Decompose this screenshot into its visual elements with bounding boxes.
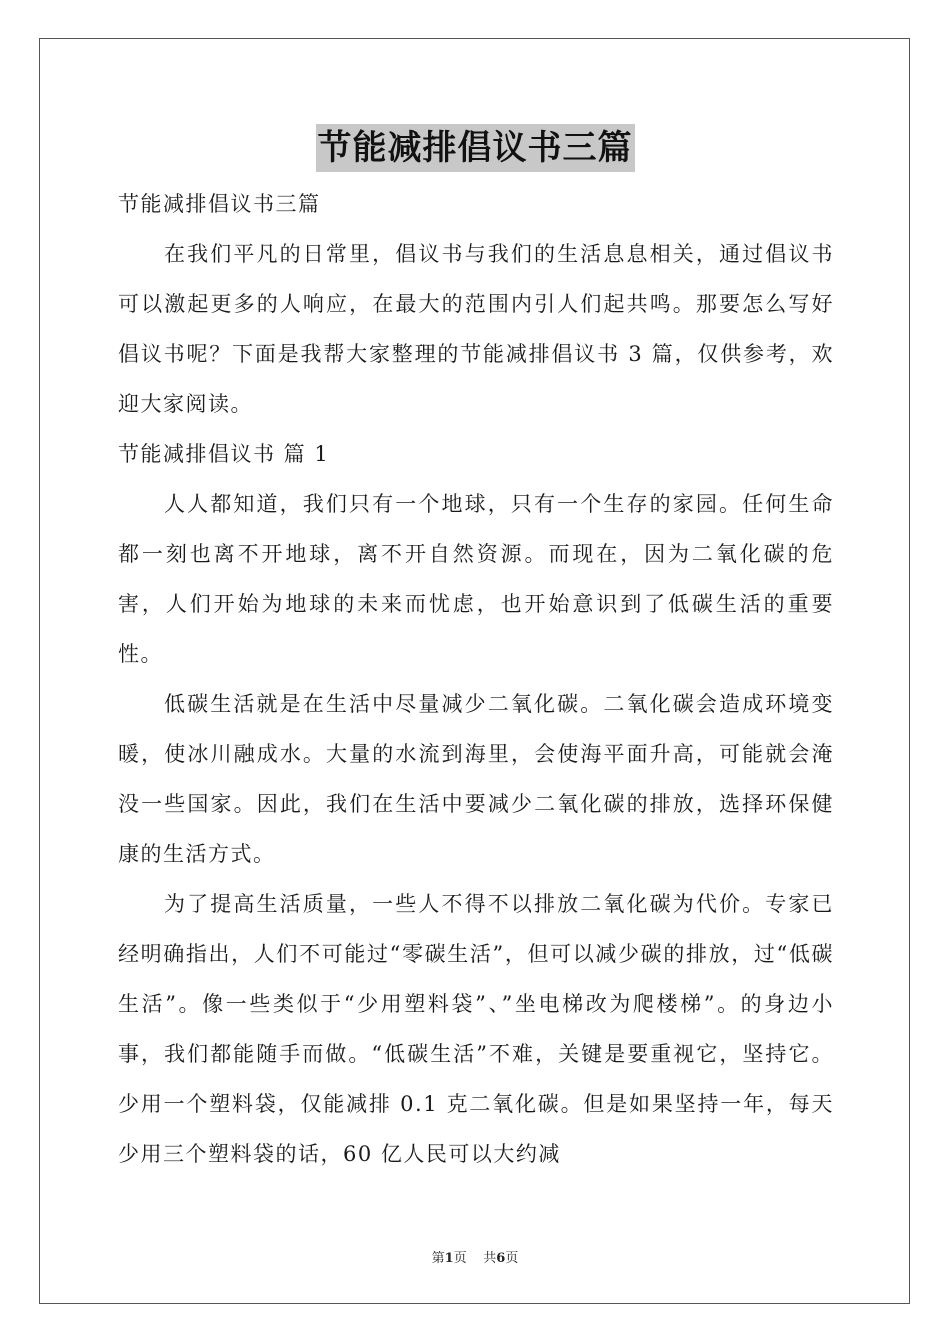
page-suffix: 页 bbox=[453, 1251, 467, 1266]
page-footer bbox=[0, 1247, 950, 1266]
paragraph: 节能减排倡议书三篇 bbox=[118, 192, 321, 216]
total-pages: 6 bbox=[496, 1251, 506, 1266]
page-prefix: 第 bbox=[431, 1251, 445, 1266]
title-container bbox=[0, 124, 950, 172]
section-heading: 节能减排倡议书 篇 1 bbox=[118, 442, 330, 466]
document-body bbox=[118, 179, 834, 1179]
paragraph: 为了提高生活质量，一些人不得不以排放二氧化碳为代价。专家已经明确指出，人们不可能过“零碳生活”，但可以减少碳的排放，过“低碳生活”。像一些类似于“少用塑料袋”、”坐电梯改为爬楼梯”。的身边小事，我们都能随手而做。“低碳生活”不难，关键是要重视它，坚持它。少用一个塑料袋，仅能减排 0.1 克二氧化碳。但是如果坚持一年，每天少用三个塑料袋的话，60 亿人民可以大约减 bbox=[118, 892, 834, 1166]
paragraph: 在我们平凡的日常里，倡议书与我们的生活息息相关，通过倡议书可以激起更多的人响应，在最大的范围内引人们起共鸣。那要怎么写好倡议书呢？下面是我帮大家整理的节能减排倡议书 3 篇，仅供参考，欢迎大家阅读。 bbox=[118, 242, 834, 416]
page-number: 1 bbox=[444, 1251, 454, 1266]
document-title: 节能减排倡议书三篇 bbox=[316, 124, 635, 172]
total-suffix: 页 bbox=[505, 1251, 519, 1266]
paragraph: 人人都知道，我们只有一个地球，只有一个生存的家园。任何生命都一刻也离不开地球，离不开自然资源。而现在，因为二氧化碳的危害，人们开始为地球的未来而忧虑，也开始意识到了低碳生活的重要性。 bbox=[118, 492, 834, 666]
paragraph: 低碳生活就是在生活中尽量减少二氧化碳。二氧化碳会造成环境变暖，使冰川融成水。大量的水流到海里，会使海平面升高，可能就会淹没一些国家。因此，我们在生活中要减少二氧化碳的排放，选择环保健康的生活方式。 bbox=[118, 692, 834, 866]
total-prefix: 共 bbox=[483, 1251, 497, 1266]
